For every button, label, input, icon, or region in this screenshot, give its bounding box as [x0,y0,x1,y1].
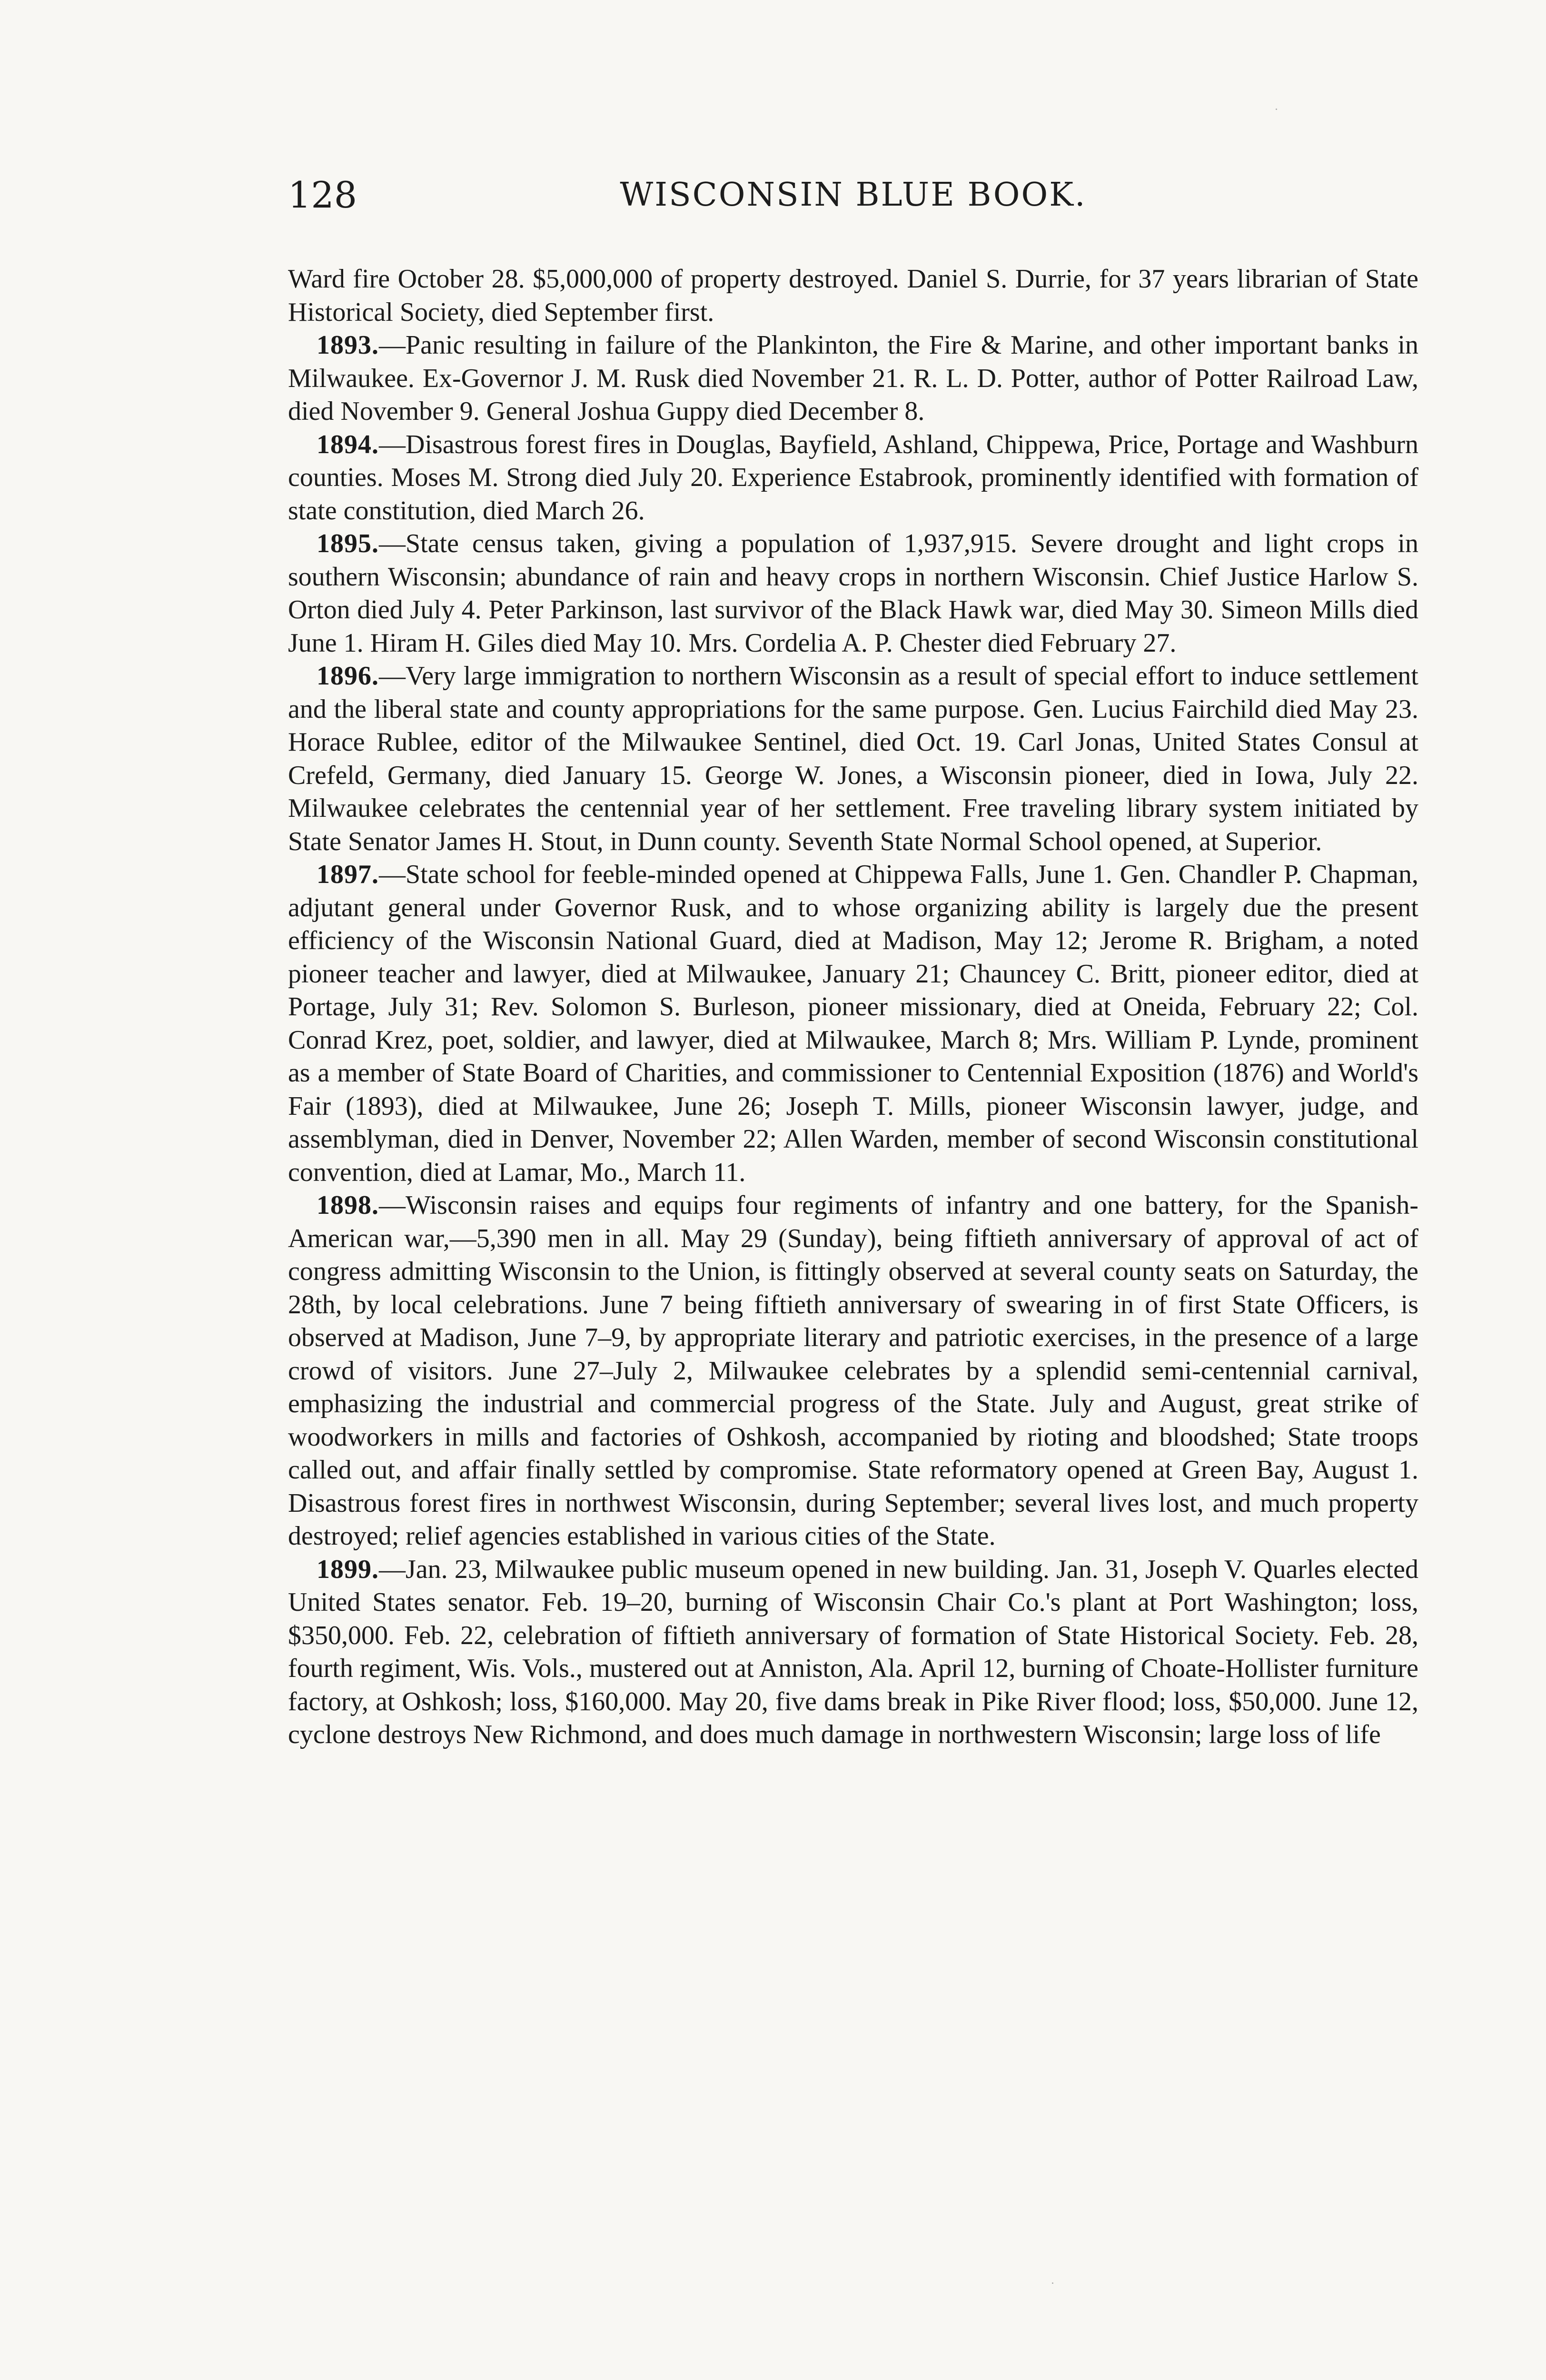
entry-1895 [288,527,1418,660]
paragraph-text: —Wisconsin raises and equips four regiments of infantry and one battery, for the Spanish-American war,—5,390 men in all. May 29 (Sunday), being fiftieth anniversary of approval of act of congress admitting Wisconsin to the Union, is fittingly observed at several county seats on Saturday, the 28th, by local celebrations. June 7 being fiftieth anniversary of swearing in of first State Officers, is observed at Madison, June 7–9, by appropriate literary and patriotic exercises, in the presence of a large crowd of visitors. June 27–July 2, Milwaukee celebrates by a splendid semi-centennial carnival, emphasizing the industrial and commercial progress of the State. July and August, great strike of woodworkers in mills and factories of Oshkosh, accompanied by rioting and bloodshed; State troops called out, and affair finally settled by compromise. State reformatory opened at Green Bay, August 1. Disastrous forest fires in northwest Wisconsin, during September; several lives lost, and much property destroyed; relief agencies established in various cities of the State. [288,1190,1418,1551]
entry-1898 [288,1189,1418,1553]
paper-speck [1052,2282,1053,2284]
entry-1894 [288,428,1418,528]
paragraph-text: —Jan. 23, Milwaukee public museum opened in new building. Jan. 31, Joseph V. Quarles elected United States senator. Feb. 19–20, burning of Wisconsin Chair Co.'s plant at Port Washington; loss, $350,000. Feb. 22, celebration of fiftieth anniversary of formation of State Historical Society. Feb. 28, fourth regiment, Wis. Vols., mustered out at Anniston, Ala. April 12, burning of Choate-Hollister furniture factory, at Oshkosh; loss, $160,000. May 20, five dams break in Pike River flood; loss, $50,000. June 12, cyclone destroys New Richmond, and does much damage in northwestern Wisconsin; large loss of life [288,1554,1418,1749]
paragraph-text: —State school for feeble-minded opened at Chippewa Falls, June 1. Gen. Chandler P. Chapman, adjutant general under Governor Rusk, and to whose organizing ability is largely due the present efficiency of the Wisconsin National Guard, died at Madison, May 12; Jerome R. Brigham, a noted pioneer teacher and lawyer, died at Milwaukee, January 21; Chauncey C. Britt, pioneer editor, died at Portage, July 31; Rev. Solomon S. Burleson, pioneer missionary, died at Oneida, February 22; Col. Conrad Krez, poet, soldier, and lawyer, died at Milwaukee, March 8; Mrs. William P. Lynde, prominent as a member of State Board of Charities, and commissioner to Centennial Exposition (1876) and World's Fair (1893), died at Milwaukee, June 26; Joseph T. Mills, pioneer Wisconsin lawyer, judge, and assemblyman, died in Denver, November 22; Allen Warden, member of second Wisconsin constitutional convention, died at Lamar, Mo., March 11. [288,860,1418,1187]
paragraph-continued [288,263,1418,329]
year-label: 1894. [317,429,379,459]
page-header [288,174,1418,221]
paragraph-text: —Very large immigration to northern Wisconsin as a result of special effort to induce settlement and the liberal state and county appropriations for the same purpose. Gen. Lucius Fairchild died May 23. Horace Rublee, editor of the Milwaukee Sentinel, died Oct. 19. Carl Jonas, United States Consul at Crefeld, Germany, died January 15. George W. Jones, a Wisconsin pioneer, died in Iowa, July 22. Milwaukee celebrates the centennial year of her settlement. Free traveling library system initiated by State Senator James H. Stout, in Dunn county. Seventh State Normal School opened, at Superior. [288,661,1418,856]
entry-1893 [288,329,1418,428]
paragraph-text: —Disastrous forest fires in Douglas, Bayfield, Ashland, Chippewa, Price, Portage and Washburn counties. Moses M. Strong died July 20. Experience Estabrook, prominently identified with formation of state constitution, died March 26. [288,429,1418,526]
year-label: 1895. [317,529,379,558]
year-label: 1893. [317,330,379,360]
paragraph-text: —State census taken, giving a population of 1,937,915. Severe drought and light crops in southern Wisconsin; abundance of rain and heavy crops in northern Wisconsin. Chief Justice Harlow S. Orton died July 4. Peter Parkinson, last survivor of the Black Hawk war, died May 30. Simeon Mills died June 1. Hiram H. Giles died May 10. Mrs. Cordelia A. P. Chester died February 27. [288,529,1418,658]
paragraph-text: Ward fire October 28. $5,000,000 of property destroyed. Daniel S. Durrie, for 37 years librarian of State Historical Society, died September first. [288,264,1418,327]
year-label: 1896. [317,661,379,691]
paper-speck [1276,109,1277,110]
page-number: 128 [288,174,357,216]
running-head: WISCONSIN BLUE BOOK. [620,176,1087,214]
year-label: 1897. [317,860,379,889]
entry-1899 [288,1553,1418,1752]
entry-1896 [288,660,1418,858]
year-label: 1899. [317,1554,379,1584]
paragraph-text: —Panic resulting in failure of the Plankinton, the Fire & Marine, and other important banks in Milwaukee. Ex-Governor J. M. Rusk died November 21. R. L. D. Potter, author of Potter Railroad Law, died November 9. General Joshua Guppy died December 8. [288,330,1418,426]
year-label: 1898. [317,1190,379,1220]
entry-1897 [288,858,1418,1189]
chronology-text [288,263,1418,1752]
